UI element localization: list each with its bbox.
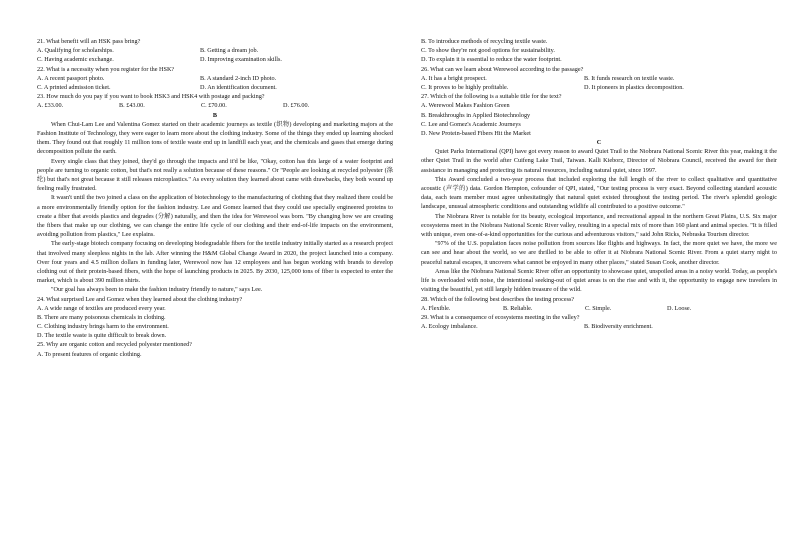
option-a: A. It has a bright prospect. xyxy=(421,74,487,82)
option-row xyxy=(37,101,393,110)
option-a: A. A wide range of textiles are produced every year. xyxy=(37,304,166,312)
option-b: B. Getting a dream job. xyxy=(200,47,259,55)
question-stem: 22. What is a necessity when you register for the HSK? xyxy=(37,65,175,73)
left-column xyxy=(37,37,393,359)
option-a: A. Ecology imbalance. xyxy=(421,323,478,331)
option-c: C. Having academic exchange. xyxy=(37,56,114,64)
option-a: A. Werewool Makes Fashion Green xyxy=(421,102,510,110)
option-d: D. It pioneers in plastics decomposition. xyxy=(584,83,684,91)
option-d: D. New Protein-based Fibers Hit the Market xyxy=(421,129,531,137)
option-d: D. Loose. xyxy=(667,304,692,312)
passage-paragraph: Every single class that they joined, they'd go through the impacts and it'd be like, "Okay, cotton has this large of a water footprint and people are turning to organic cotton, but that's not really a solution because of these reasons." Or "People are looking at recycled polyester (涤纶) but that's not great because it still releases microplastics." As every solution they learned about came with drawbacks, they both wound up feeling really frustrated. xyxy=(37,157,393,193)
passage-paragraph: When Chui-Lam Lee and Valentina Gomez started on their academic journeys as textile (织物) developing and marketing majors at the Fashion Institute of Technology, they were eager to learn more about the clothing industry. Some of the things they ended up learning shocked them. They found out that roughly 11 million tons of textile waste end up in landfill each year, and the chemicals and gases that emerge during decomposition pollute the earth. xyxy=(37,120,393,156)
option-b: B. Reliable. xyxy=(503,304,533,312)
option-row xyxy=(421,83,777,92)
passage-paragraph: This Award concluded a two-year process that included exploring the full length of the river to collect qualitative and quantitative acoustic (声学的) data. Gordon Hempton, cofounder of QPI, stated, "Our testing process is very exact. Beyond collecting standard acoustic data, each team member must agree unhesitatingly that natural quiet existed throughout the testing period. The river's splendid geologic landscape, unusual atmospheric conditions and outstanding wildlife all contributed to a positive outcome." xyxy=(421,175,777,211)
right-column xyxy=(421,37,777,331)
option-row xyxy=(37,46,393,55)
option-c: C. It proves to be highly profitable. xyxy=(421,83,509,91)
option-b: B. To introduce methods of recycling textile waste. xyxy=(421,38,548,45)
question-stem: 24. What surprised Lee and Gomez when they learned about the clothing industry? xyxy=(37,295,243,303)
passage-paragraph: "97% of the U.S. population faces noise pollution from sources like flights and highways. In fact, the more quiet we have, the more we can see and hear about the world, so we are thrilled to be able to offer it at Niobrara National Scenic River. From a quiet starry night to peaceful natural escapes, it uncovers what cannot be enjoyed in many other places," stated Susan Cook, another director. xyxy=(421,240,777,266)
option-c: C. Clothing industry brings harm to the environment. xyxy=(37,323,169,331)
option-c: C. A printed admission ticket. xyxy=(37,83,111,91)
passage-paragraph: "Our goal has always been to make the fashion industry friendly to nature," says Lee. xyxy=(51,286,263,294)
option-row xyxy=(37,83,393,92)
option-d: D. To explain it is essential to reduce the water footprint. xyxy=(421,56,562,64)
option-row xyxy=(421,74,777,83)
passage-paragraph: It wasn't until the two joined a class on the application of biotechnology to the manufacturing of clothing that they realized there could be a more environmentally friendly option for the fashion industry. Lee and Gomez learned that they could use specially engineered proteins to create a fiber that avoids plastics and degrades (分解) naturally, and then the idea for Werewool was born. "By changing how we are creating the fibers that make up our clothing, we can change the entire life cycle of our clothing and their end-of-life impacts on the environment, avoiding pollution from plastics," Lee explains. xyxy=(37,194,393,239)
option-c: C. Simple. xyxy=(585,304,612,312)
question-stem: 29. What is a consequence of ecosystems meeting in the valley? xyxy=(421,313,580,321)
passage-paragraph: The early-stage biotech company focusing on developing biodegradable fibers for the textile industry initially started as a research project that involved many sleepless nights in the lab. After winning the H&M Global Change Award in 2020, the project launched into a company. Over four years and 4.5 million dollars in funding later, Werewool now has 12 employees and has begun working with brands to develop clothing out of their protein-based fibers, with the hope of launching products in 2025. By 2030, 125,000 tons of fiber is expected to enter the market, which is about 390 million shirts. xyxy=(37,240,393,285)
question-stem: 25. Why are organic cotton and recycled polyester mentioned? xyxy=(37,341,192,349)
question-stem: 28. Which of the following best describes the testing process? xyxy=(421,295,575,303)
question-stem: 27. Which of the following is a suitable title for the text? xyxy=(421,93,562,101)
passage-paragraph: Areas like the Niobrara National Scenic River offer an opportunity to showcase quiet, unspoiled areas in a noisy world. Today, as people's life is overloaded with noise, the intentional seeking-out of quiet areas is on the rise and with it, the opportunity to engage new travelers in visiting the beautiful, yet still largely hidden treasure of the wild. xyxy=(421,267,777,294)
option-b: B. There are many poisonous chemicals in clothing. xyxy=(37,313,166,321)
option-a: A. Flexible. xyxy=(421,304,451,312)
option-d: D. Improving examination skills. xyxy=(200,56,282,64)
option-a: A. Qualifying for scholarships. xyxy=(37,47,114,55)
question-stem: 23. How much do you pay if you want to book HSK3 and HSK4 with postage and packing? xyxy=(37,93,265,101)
section-heading-c: C xyxy=(596,139,602,147)
question-stem: 21. What benefit will an HSK pass bring? xyxy=(37,38,141,45)
option-row xyxy=(37,55,393,64)
option-d: D. The textile waste is quite difficult to break down. xyxy=(37,332,167,340)
passage-paragraph: Quiet Parks International (QPI) have got every reason to award Quiet Trail to the Niobrara National Scenic River this year, making it the other Quiet Trail in the world after Cuifeng Lake Trail, Taiwan. Kalli Kieborz, Director of Niobrara Council, received the award for their assistance in managing and protecting its natural resources, including natural quiet, since 1997. xyxy=(421,148,777,174)
option-d: D. £76.00. xyxy=(283,102,310,110)
option-c: C. £70.00. xyxy=(201,102,227,110)
option-c: C. To show they're not good options for sustainability. xyxy=(421,47,555,55)
option-b: B. Breakthroughs in Applied Biotechnology xyxy=(421,111,531,119)
option-d: D. An identification document. xyxy=(200,83,277,91)
option-row xyxy=(421,322,777,331)
option-a: A. £33.00. xyxy=(37,102,64,110)
question-stem: 26. What can we learn about Werewool according to the passage? xyxy=(421,65,584,73)
option-b: B. It funds research on textile waste. xyxy=(584,74,675,82)
option-a: A. To present features of organic clothing. xyxy=(37,350,142,358)
option-b: B. £43.00. xyxy=(119,102,145,110)
option-b: B. A standard 2-inch ID photo. xyxy=(200,74,277,82)
passage-paragraph: The Niobrara River is notable for its beauty, ecological importance, and recreational appeal in the northern Great Plains, U.S. Six major ecosystems meet in the Niobrara National Scenic River valley, resulting in a special mix of more than 160 plant and animal species. "It is filled with unique, even one-of-a-kind opportunities for the curious and adventurous visitors," said John Ricks, Nebraska Tourism director. xyxy=(421,212,777,239)
option-b: B. Biodiversity enrichment. xyxy=(584,323,653,331)
option-a: A. A recent passport photo. xyxy=(37,74,105,82)
option-c: C. Lee and Gomez's Academic Journeys xyxy=(421,120,521,128)
option-row xyxy=(37,74,393,83)
section-heading-b: B xyxy=(212,111,218,119)
option-row xyxy=(421,304,777,313)
